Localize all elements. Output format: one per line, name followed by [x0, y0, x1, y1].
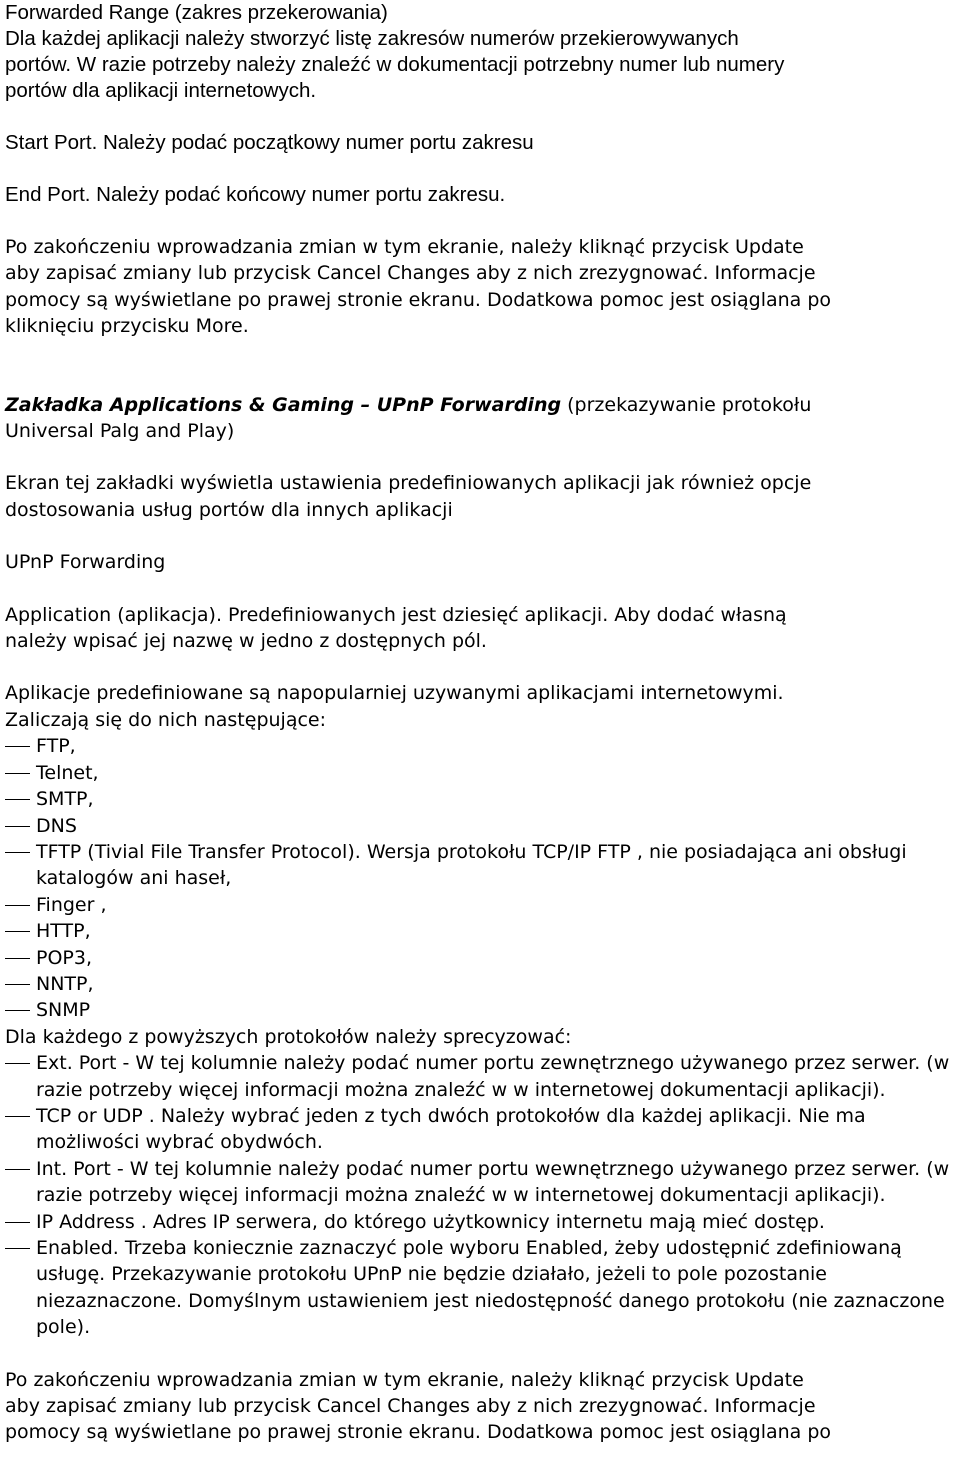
- closing-line: pomocy są wyświetlane po prawej stronie ekranu. Dodatkowa pomoc jest osiąglana po: [5, 1421, 832, 1444]
- dash-bullet-icon: [5, 1010, 30, 1011]
- list-item: [5, 918, 955, 944]
- list-item: [5, 1050, 955, 1103]
- closing-line: Po zakończeniu wprowadzania zmian w tym ekranie, należy kliknąć przycisk Update: [5, 236, 804, 258]
- dash-bullet-icon: [5, 958, 30, 959]
- dash-bullet-icon: [5, 1169, 30, 1170]
- start-port-desc: Start Port. Należy podać początkowy numer portu zakresu: [5, 131, 534, 154]
- closing-line: kliknięciu przycisku More.: [5, 315, 249, 338]
- protocol-list: [5, 733, 955, 1023]
- list-item-text: Enabled. Trzeba koniecznie zaznaczyć pole wyboru Enabled, żeby udostępnić zdefiniowaną usługę. Przekazywanie protokołu UPnP nie będzie działało, jeżeli to pole pozostanie niezaznaczone. Domyślnym ustawieniem jest niedostępność danego protokołu (nie zaznaczone pole).: [36, 1237, 945, 1339]
- list-item-text: Telnet,: [36, 761, 99, 784]
- list-item: [5, 892, 955, 918]
- dash-bullet-icon: [5, 852, 30, 853]
- list-item-text: POP3,: [36, 946, 92, 969]
- forwarded-range-title: Forwarded Range (zakres przekerowania): [5, 1, 388, 24]
- list-item: [5, 971, 955, 997]
- forwarded-range-desc-line2: portów. W razie potrzeby należy znaleźć w dokumentacji potrzebny numer lub numery: [5, 53, 785, 76]
- closing-line: pomocy są wyświetlane po prawej stronie ekranu. Dodatkowa pomoc jest osiąglana po: [5, 288, 832, 311]
- end-port-desc: End Port. Należy podać końcowy numer portu zakresu.: [5, 183, 506, 206]
- dash-bullet-icon: [5, 799, 30, 800]
- list-item-text: Finger ,: [36, 893, 107, 916]
- dash-bullet-icon: [5, 826, 30, 827]
- section1-closing: [5, 234, 955, 340]
- closing-line: aby zapisać zmiany lub przycisk Cancel Changes aby z nich zrezygnować. Informacje: [5, 262, 816, 285]
- dash-bullet-icon: [5, 1063, 30, 1064]
- list-item: [5, 997, 955, 1023]
- predefined-intro: [5, 680, 955, 733]
- list-item-text: IP Address . Adres IP serwera, do którego użytkownicy internetu mają mieć dostęp.: [36, 1210, 825, 1233]
- list-item-text: SNMP: [36, 999, 91, 1022]
- intro-line: dostosowania usług portów dla innych aplikacji: [5, 498, 453, 521]
- list-item: [5, 786, 955, 812]
- list-item: [5, 1103, 955, 1156]
- list-item-text: TCP or UDP . Należy wybrać jeden z tych dwóch protokołów dla każdej aplikacji. Nie ma możliwości wybrać obydwóch.: [36, 1104, 866, 1154]
- upnp-forwarding-label: UPnP Forwarding: [5, 551, 166, 574]
- list-item-text: Ext. Port - W tej kolumnie należy podać numer portu zewnętrznego używanego przez serwer. (w razie potrzeby więcej informacji można znaleźć w w internetowej dokumentacji aplikacji).: [36, 1052, 950, 1101]
- forwarded-range-desc-line1: Dla każdej aplikacji należy stworzyć listę zakresów numerów przekierowywanych: [5, 27, 739, 50]
- list-item: [5, 733, 955, 759]
- list-item-text: HTTP,: [36, 920, 91, 943]
- upnp-section-heading: [5, 392, 955, 445]
- application-line: Application (aplikacja). Predefiniowanych jest dziesięć aplikacji. Aby dodać własną: [5, 603, 787, 626]
- list-item-text: SMTP,: [36, 788, 94, 811]
- list-item-text: FTP,: [36, 735, 76, 758]
- document-page: [5, 0, 955, 1446]
- upnp-intro: [5, 470, 955, 523]
- predefined-line: Aplikacje predefiniowane są napopularniej uzywanymi aplikacjami internetowymi.: [5, 682, 784, 705]
- dash-bullet-icon: [5, 931, 30, 932]
- predefined-line: Zaliczają się do nich następujące:: [5, 708, 327, 731]
- dash-bullet-icon: [5, 984, 30, 985]
- list-item: [5, 1209, 955, 1235]
- list-item-text: DNS: [36, 814, 77, 837]
- heading-bold: Zakładka Applications & Gaming – UPnP Forwarding: [5, 393, 562, 416]
- intro-line: Ekran tej zakładki wyświetla ustawienia predefiniowanych aplikacji jak również opcje: [5, 472, 812, 495]
- list-item: [5, 760, 955, 786]
- list-item: [5, 1156, 955, 1209]
- dash-bullet-icon: [5, 1248, 30, 1249]
- dash-bullet-icon: [5, 746, 30, 747]
- list-item: [5, 813, 955, 839]
- forwarded-range-desc-line3: portów dla aplikacji internetowych.: [5, 79, 317, 102]
- list-item-text: NNTP,: [36, 972, 94, 995]
- closing-line: aby zapisać zmiany lub przycisk Cancel Changes aby z nich zrezygnować. Informacje: [5, 1395, 816, 1418]
- specify-intro: Dla każdego z powyższych protokołów należy sprecyzować:: [5, 1025, 572, 1048]
- list-item: [5, 839, 955, 892]
- heading-line2: Universal Palg and Play): [5, 420, 235, 443]
- dash-bullet-icon: [5, 1116, 30, 1117]
- dash-bullet-icon: [5, 773, 30, 774]
- heading-rest: (przekazywanie protokołu: [561, 393, 812, 416]
- list-item: [5, 945, 955, 971]
- list-item-text: Int. Port - W tej kolumnie należy podać numer portu wewnętrznego używanego przez serwer. (w razie potrzeby więcej informacji można znaleźć w w internetowej dokumentacji aplikacji).: [36, 1157, 950, 1207]
- closing-line: Po zakończeniu wprowadzania zmian w tym ekranie, należy kliknąć przycisk Update: [5, 1368, 804, 1391]
- list-item: [5, 1235, 955, 1341]
- dash-bullet-icon: [5, 905, 30, 906]
- application-desc: [5, 602, 955, 655]
- heading-line1: [5, 392, 955, 418]
- application-line: należy wpisać jej nazwę w jedno z dostępnych pól.: [5, 630, 487, 653]
- section2-closing: [5, 1367, 955, 1446]
- list-item-text: TFTP (Tivial File Transfer Protocol). Wersja protokołu TCP/IP FTP , nie posiadająca ani obsługi katalogów ani haseł,: [36, 840, 907, 890]
- field-list: [5, 1050, 955, 1340]
- dash-bullet-icon: [5, 1222, 30, 1223]
